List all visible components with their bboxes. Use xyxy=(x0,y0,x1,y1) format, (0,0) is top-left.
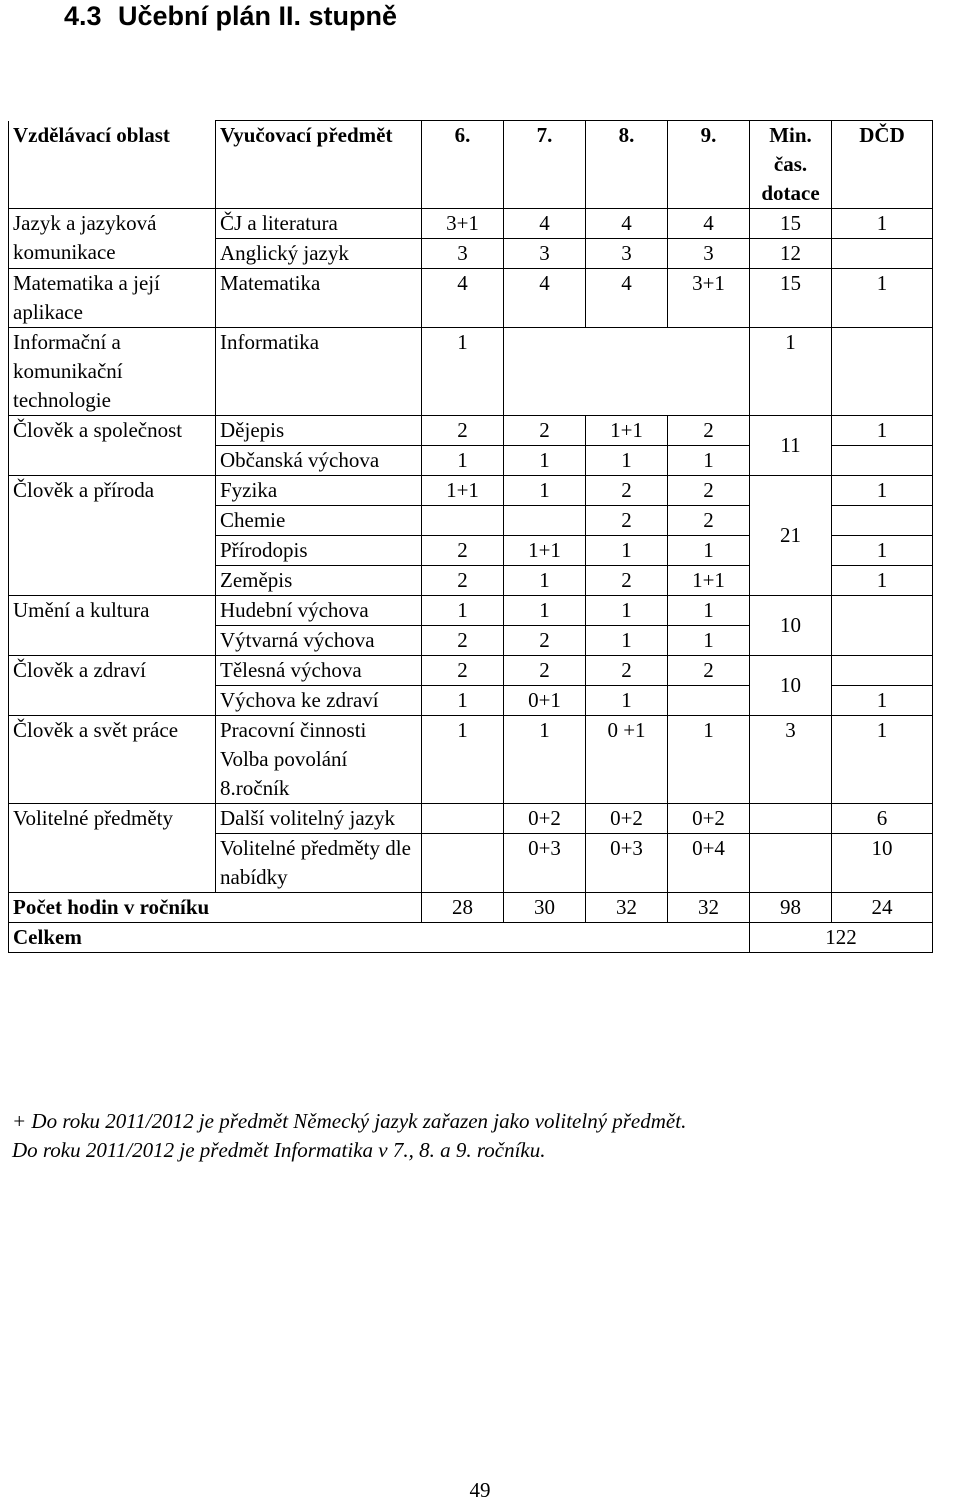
subject-cell: Výchova ke zdraví xyxy=(216,686,422,716)
area-cell: Matematika a její aplikace xyxy=(9,269,216,328)
footnote-line: + Do roku 2011/2012 je předmět Německý jazyk zařazen jako volitelný předmět. xyxy=(12,1109,687,1133)
hours-cell: 4 xyxy=(422,269,504,328)
hours-cell: 1 xyxy=(586,536,668,566)
page-number: 49 xyxy=(469,1478,491,1502)
hours-cell: 1 xyxy=(422,328,504,416)
hours-cell: 3+1 xyxy=(668,269,750,328)
empty-cell xyxy=(504,328,750,416)
hours-cell: 1 xyxy=(504,476,586,506)
dcd-cell: 1 xyxy=(832,209,933,239)
hours-cell: 1 xyxy=(422,446,504,476)
hours-cell: 1+1 xyxy=(586,416,668,446)
subject-cell: Přírodopis xyxy=(216,536,422,566)
hours-cell: 1 xyxy=(422,596,504,626)
area-cell: Umění a kultura xyxy=(9,596,216,656)
hours-cell: 1 xyxy=(586,596,668,626)
hours-cell: 2 xyxy=(668,476,750,506)
hours-cell: 2 xyxy=(422,566,504,596)
totals-row xyxy=(9,893,933,923)
hours-cell: 2 xyxy=(422,656,504,686)
subject-cell: Matematika xyxy=(216,269,422,328)
header-area: Vzdělávací oblast xyxy=(9,121,216,209)
hours-cell: 0+1 xyxy=(504,686,586,716)
hours-cell xyxy=(422,804,504,834)
dcd-cell: 1 xyxy=(832,566,933,596)
hours-cell: 0+2 xyxy=(504,804,586,834)
total-grade-6: 28 xyxy=(422,893,504,923)
hours-cell: 4 xyxy=(504,209,586,239)
hours-cell: 1 xyxy=(504,716,586,804)
subject-cell: Fyzika xyxy=(216,476,422,506)
hours-cell: 4 xyxy=(586,269,668,328)
hours-cell: 1+1 xyxy=(422,476,504,506)
dcd-cell: 10 xyxy=(832,834,933,893)
section-number: 4.3 xyxy=(64,1,102,31)
hours-cell: 2 xyxy=(586,656,668,686)
min-cell: 10 xyxy=(750,596,832,656)
footnote-line: Do roku 2011/2012 je předmět Informatika v 7., 8. a 9. ročníku. xyxy=(12,1138,546,1162)
table-row xyxy=(9,716,933,804)
hours-cell: 1 xyxy=(586,686,668,716)
min-cell: 1 xyxy=(750,328,832,416)
hours-cell: 2 xyxy=(586,566,668,596)
dcd-cell: 1 xyxy=(832,416,933,446)
dcd-cell xyxy=(832,656,933,686)
hours-cell: 1 xyxy=(504,596,586,626)
dcd-cell: 1 xyxy=(832,686,933,716)
hours-cell: 2 xyxy=(504,626,586,656)
area-cell: Člověk a příroda xyxy=(9,476,216,596)
totals-label: Počet hodin v ročníku xyxy=(9,893,422,923)
hours-cell: 2 xyxy=(422,626,504,656)
area-cell: Člověk a společnost xyxy=(9,416,216,476)
dcd-cell: 6 xyxy=(832,804,933,834)
table-row xyxy=(9,209,933,239)
hours-cell: 3 xyxy=(422,239,504,269)
hours-cell: 1+1 xyxy=(504,536,586,566)
header-grade-7: 7. xyxy=(504,121,586,209)
hours-cell: 1 xyxy=(668,536,750,566)
subject-cell: Informatika xyxy=(216,328,422,416)
hours-cell: 3+1 xyxy=(422,209,504,239)
curriculum-table xyxy=(8,120,933,953)
area-cell: Volitelné předměty xyxy=(9,804,216,893)
dcd-cell xyxy=(832,446,933,476)
dcd-cell xyxy=(832,596,933,656)
table-row xyxy=(9,476,933,506)
header-grade-6: 6. xyxy=(422,121,504,209)
hours-cell: 2 xyxy=(586,476,668,506)
subject-cell: Další volitelný jazyk xyxy=(216,804,422,834)
total-grade-9: 32 xyxy=(668,893,750,923)
hours-cell xyxy=(422,834,504,893)
hours-cell: 1 xyxy=(668,596,750,626)
dcd-cell xyxy=(832,239,933,269)
subject-cell: Výtvarná výchova xyxy=(216,626,422,656)
total-min: 98 xyxy=(750,893,832,923)
hours-cell: 3 xyxy=(504,239,586,269)
hours-cell: 2 xyxy=(586,506,668,536)
hours-cell: 1 xyxy=(504,446,586,476)
header-min-dotace: Min. čas. dotace xyxy=(750,121,832,209)
hours-cell: 1 xyxy=(586,446,668,476)
dcd-cell: 1 xyxy=(832,269,933,328)
subject-cell: Anglický jazyk xyxy=(216,239,422,269)
hours-cell: 1 xyxy=(586,626,668,656)
celkem-value: 122 xyxy=(750,923,933,953)
hours-cell: 4 xyxy=(586,209,668,239)
header-grade-8: 8. xyxy=(586,121,668,209)
subject-cell: Zeměpis xyxy=(216,566,422,596)
min-cell: 11 xyxy=(750,416,832,476)
total-grade-7: 30 xyxy=(504,893,586,923)
celkem-label: Celkem xyxy=(9,923,750,953)
dcd-cell: 1 xyxy=(832,536,933,566)
header-row xyxy=(9,121,933,209)
table-row xyxy=(9,656,933,686)
hours-cell: 0+3 xyxy=(586,834,668,893)
hours-cell: 3 xyxy=(668,239,750,269)
table-row xyxy=(9,269,933,328)
hours-cell: 2 xyxy=(504,656,586,686)
hours-cell: 4 xyxy=(504,269,586,328)
hours-cell: 0 +1 xyxy=(586,716,668,804)
subject-line: Pracovní činnosti xyxy=(220,718,367,742)
table-row xyxy=(9,328,933,416)
area-cell: Informační a komunikační technologie xyxy=(9,328,216,416)
hours-cell: 3 xyxy=(586,239,668,269)
hours-cell: 1 xyxy=(504,566,586,596)
hours-cell: 2 xyxy=(668,416,750,446)
hours-cell: 1 xyxy=(668,446,750,476)
section-heading xyxy=(64,0,397,32)
min-cell: 3 xyxy=(750,716,832,804)
hours-cell xyxy=(504,506,586,536)
hours-cell: 1 xyxy=(422,686,504,716)
area-cell: Jazyk a jazyková komunikace xyxy=(9,209,216,269)
table-row xyxy=(9,596,933,626)
header-grade-9: 9. xyxy=(668,121,750,209)
hours-cell: 2 xyxy=(668,656,750,686)
hours-cell: 1 xyxy=(668,716,750,804)
hours-cell: 2 xyxy=(422,536,504,566)
dcd-cell: 1 xyxy=(832,716,933,804)
hours-cell xyxy=(422,506,504,536)
table-row xyxy=(9,416,933,446)
area-cell: Člověk a svět práce xyxy=(9,716,216,804)
hours-cell: 0+2 xyxy=(586,804,668,834)
min-cell: 12 xyxy=(750,239,832,269)
dcd-cell: 1 xyxy=(832,476,933,506)
min-cell: 21 xyxy=(750,476,832,596)
min-cell: 15 xyxy=(750,269,832,328)
section-title: Učební plán II. stupně xyxy=(118,1,398,31)
subject-cell: Volitelné předměty dle nabídky xyxy=(216,834,422,893)
hours-cell: 0+2 xyxy=(668,804,750,834)
hours-cell: 1 xyxy=(422,716,504,804)
celkem-row xyxy=(9,923,933,953)
hours-cell: 1+1 xyxy=(668,566,750,596)
header-dcd: DČD xyxy=(832,121,933,209)
total-dcd: 24 xyxy=(832,893,933,923)
min-cell xyxy=(750,804,832,834)
footnotes xyxy=(12,1107,686,1165)
hours-cell: 2 xyxy=(668,506,750,536)
subject-cell: Tělesná výchova xyxy=(216,656,422,686)
total-grade-8: 32 xyxy=(586,893,668,923)
min-cell: 15 xyxy=(750,209,832,239)
subject-cell: Hudební výchova xyxy=(216,596,422,626)
subject-cell: Chemie xyxy=(216,506,422,536)
table-row xyxy=(9,804,933,834)
hours-cell: 0+3 xyxy=(504,834,586,893)
min-cell: 10 xyxy=(750,656,832,716)
subject-line: Volba povolání 8.ročník xyxy=(220,747,348,800)
subject-cell xyxy=(216,716,422,804)
hours-cell: 4 xyxy=(668,209,750,239)
hours-cell: 0+4 xyxy=(668,834,750,893)
dcd-cell xyxy=(832,328,933,416)
area-cell: Člověk a zdraví xyxy=(9,656,216,716)
min-cell xyxy=(750,834,832,893)
hours-cell: 1 xyxy=(668,626,750,656)
hours-cell: 2 xyxy=(422,416,504,446)
subject-cell: Dějepis xyxy=(216,416,422,446)
subject-cell: ČJ a literatura xyxy=(216,209,422,239)
dcd-cell xyxy=(832,506,933,536)
subject-cell: Občanská výchova xyxy=(216,446,422,476)
hours-cell xyxy=(668,686,750,716)
header-subject: Vyučovací předmět xyxy=(216,121,422,209)
hours-cell: 2 xyxy=(504,416,586,446)
